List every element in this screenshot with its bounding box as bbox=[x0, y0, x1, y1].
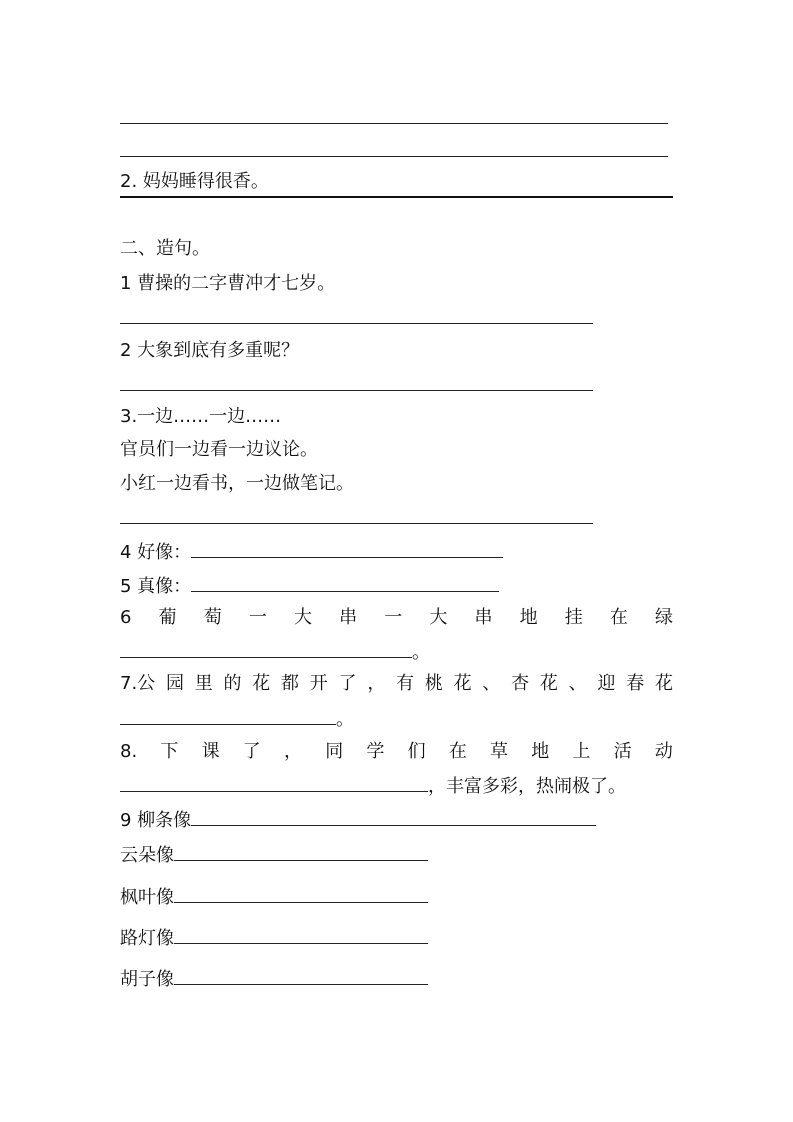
char: 大 bbox=[429, 607, 448, 628]
char: 串 bbox=[474, 607, 493, 628]
char: 8. bbox=[120, 741, 138, 762]
char: 们 bbox=[407, 741, 426, 762]
char: 花 bbox=[453, 673, 472, 694]
char: 活 bbox=[613, 741, 632, 762]
char: 开 bbox=[309, 673, 328, 694]
blank bbox=[174, 884, 428, 903]
sentence-2: 2 大象到底有多重呢？ bbox=[120, 340, 300, 361]
char: 花 bbox=[252, 673, 271, 694]
char: 了 bbox=[242, 741, 261, 762]
period: 。 bbox=[412, 642, 430, 663]
char: 有 bbox=[396, 673, 415, 694]
answer-line bbox=[120, 123, 668, 124]
char: 学 bbox=[366, 741, 385, 762]
sentence-9 bbox=[120, 807, 596, 833]
sentence-3-title: 3.一边……一边…… bbox=[120, 406, 282, 427]
blank bbox=[174, 925, 428, 944]
char: 地 bbox=[531, 741, 550, 762]
blank bbox=[174, 966, 428, 985]
char: 的 bbox=[223, 673, 242, 694]
char: 6 bbox=[120, 607, 132, 628]
char: ， bbox=[284, 741, 302, 762]
char: 上 bbox=[572, 741, 591, 762]
char: 大 bbox=[293, 607, 312, 628]
char: 春 bbox=[626, 673, 645, 694]
sentence-8 bbox=[120, 740, 673, 764]
char: 草 bbox=[490, 741, 509, 762]
char: 同 bbox=[325, 741, 344, 762]
question-2: 2. 妈妈睡得很香。 bbox=[120, 171, 269, 192]
char: 、 bbox=[568, 673, 587, 694]
char: 花 bbox=[654, 673, 673, 694]
sentence-7-answer bbox=[120, 706, 354, 732]
cloud-label: 云朵像 bbox=[120, 845, 174, 866]
char: 课 bbox=[201, 741, 220, 762]
char: 一 bbox=[248, 607, 267, 628]
maple-label: 枫叶像 bbox=[120, 887, 174, 908]
answer-line bbox=[120, 523, 593, 524]
sentence-9-label: 9 柳条像 bbox=[120, 810, 192, 831]
sentence-4 bbox=[120, 539, 503, 565]
sentence-3-example-2: 小红一边看书，一边做笔记。 bbox=[120, 473, 354, 494]
blank bbox=[191, 573, 499, 592]
blank bbox=[120, 706, 336, 725]
period: 。 bbox=[336, 709, 354, 730]
sentence-7 bbox=[120, 672, 673, 696]
answer-line bbox=[120, 323, 593, 324]
char: 动 bbox=[654, 741, 673, 762]
blank bbox=[191, 539, 503, 558]
char: ， bbox=[367, 673, 386, 694]
answer-line bbox=[120, 196, 673, 198]
char: 里 bbox=[194, 673, 213, 694]
char: 桃 bbox=[424, 673, 443, 694]
sentence-6-answer bbox=[120, 639, 430, 665]
char: 园 bbox=[165, 673, 184, 694]
char: 花 bbox=[539, 673, 558, 694]
sentence-4-label: 4 好像： bbox=[120, 542, 192, 563]
char: 在 bbox=[448, 741, 467, 762]
blank bbox=[191, 807, 596, 826]
blank bbox=[120, 639, 412, 658]
beard-label: 胡子像 bbox=[120, 969, 174, 990]
sentence-8-ending: ，丰富多彩，热闹极了。 bbox=[428, 776, 626, 797]
section-heading: 二、造句。 bbox=[120, 238, 210, 259]
sentence-5-label: 5 真像： bbox=[120, 576, 192, 597]
sentence-1: 1 曹操的二字曹冲才七岁。 bbox=[120, 273, 336, 294]
lamp-label: 路灯像 bbox=[120, 928, 174, 949]
char: 萄 bbox=[203, 607, 222, 628]
char: 了 bbox=[338, 673, 357, 694]
sentence-9-maple bbox=[120, 884, 428, 910]
answer-line bbox=[120, 156, 668, 157]
char: 、 bbox=[482, 673, 501, 694]
char: 在 bbox=[609, 607, 628, 628]
sentence-8-answer bbox=[120, 773, 626, 799]
char: 迎 bbox=[597, 673, 616, 694]
char: 都 bbox=[281, 673, 300, 694]
char: 绿 bbox=[654, 607, 673, 628]
char: 葡 bbox=[158, 607, 177, 628]
char: 杏 bbox=[511, 673, 530, 694]
sentence-9-beard bbox=[120, 966, 428, 992]
char: 地 bbox=[519, 607, 538, 628]
char: 一 bbox=[384, 607, 403, 628]
sentence-9-lamp bbox=[120, 925, 428, 951]
blank bbox=[120, 773, 428, 792]
sentence-5 bbox=[120, 573, 499, 599]
blank bbox=[174, 842, 428, 861]
answer-line bbox=[120, 390, 593, 391]
char: 挂 bbox=[564, 607, 583, 628]
sentence-6 bbox=[120, 606, 673, 630]
sentence-3-example-1: 官员们一边看一边议论。 bbox=[120, 439, 318, 460]
char: 7.公 bbox=[120, 673, 156, 694]
sentence-9-cloud bbox=[120, 842, 428, 868]
char: 串 bbox=[339, 607, 358, 628]
char: 下 bbox=[160, 741, 179, 762]
